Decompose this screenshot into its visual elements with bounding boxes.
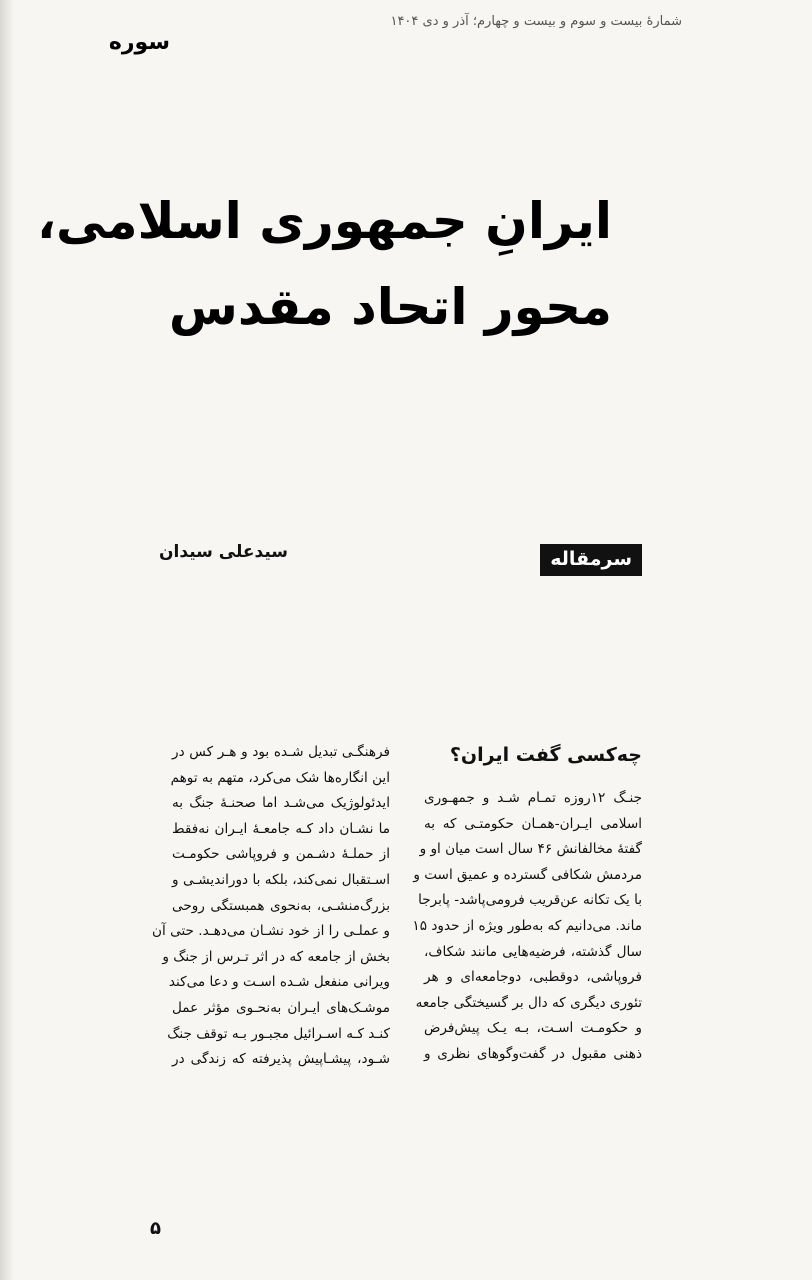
page-number: ۵	[150, 1218, 161, 1239]
body-line: اسلامی ایـران-همـان حکومتـی که به	[424, 815, 642, 832]
body-line: ذهنی مقبول در گفت‌وگوهای نظری و	[424, 1045, 642, 1062]
magazine-logo: سوره	[108, 30, 170, 55]
author-name: سیدعلی سیدان	[159, 542, 288, 562]
body-line: شـود، پیشـاپیش پذیرفته که زندگی در	[172, 1051, 390, 1068]
body-line: و حکومـت اسـت، بـه یـک پیش‌فرض	[424, 1020, 642, 1037]
article-subheading: چه‌کسی گفت ایران؟	[449, 744, 642, 766]
issue-info: شمارهٔ بیست و سوم و بیست و چهارم؛ آذر و دی ۱۴۰۴	[390, 14, 682, 29]
article-column-left	[152, 740, 390, 1073]
body-line: بخش از جامعه که در اثر تـرس از جنگ و	[162, 948, 390, 965]
section-tag: سرمقاله	[540, 544, 642, 576]
body-line: اسـتقبال نمی‌کند، بلکه با دوراندیشـی و	[172, 871, 390, 888]
body-line: این انگاره‌ها شک می‌کرد، متهم به توهم	[170, 769, 390, 786]
body-line: و عملـی را از خود نشـان می‌دهـد. حتی آن	[152, 923, 390, 940]
body-line: ویرانی منفعل شـده اسـت و دعا می‌کند	[168, 974, 390, 991]
body-line: با یک تکانه عن‌قریب فرومی‌پاشد- پابرجا	[418, 892, 642, 909]
body-line: گفتهٔ مخالفانش ۴۶ سال است میان او و	[419, 841, 642, 858]
page-binding-edge	[0, 0, 14, 1280]
body-line: فرهنگـی تبدیل شـده بود و هـر کس در	[172, 744, 390, 760]
right-column-text	[412, 786, 642, 1068]
body-line: فروپاشی، دوقطبی، دوجامعه‌ای و هر	[424, 969, 642, 986]
body-line: موشـک‌های ایـران به‌نحـوی مؤثر عمل	[172, 999, 390, 1016]
body-line: مردمش شکافی گسترده و عمیق است و	[413, 866, 642, 883]
body-line: ماند. می‌دانیم که به‌طور ویژه از حدود ۱۵	[412, 917, 642, 934]
article-title-line-2: محور اتحاد مقدس	[168, 278, 612, 336]
body-line: ایدئولوژیک می‌شـد اما صحنـهٔ جنگ به	[172, 795, 390, 812]
article-column-right	[412, 740, 642, 1068]
body-line: بزرگ‌منشـی، به‌نحوی همبستگی روحی	[172, 897, 390, 914]
body-line: سال گذشته، فرضیه‌هایی مانند شکاف،	[424, 943, 642, 960]
body-line: از حملـهٔ دشـمن و فروپاشی حکومـت	[172, 846, 390, 863]
body-line: ما نشـان داد کـه جامعـهٔ ایـران نه‌فقط	[172, 820, 390, 837]
article-title	[37, 178, 612, 350]
article-title-line-1: ایرانِ جمهوری اسلامی،	[37, 192, 612, 250]
body-line: تئوری دیگری که دال بر گسیختگی جامعه	[415, 994, 642, 1011]
body-line: جنـگ ۱۲روزه تمـام شـد و جمهـوری	[424, 790, 642, 806]
body-line: کنـد کـه اسـرائیل مجبـور بـه توقف جنگ	[167, 1025, 390, 1042]
